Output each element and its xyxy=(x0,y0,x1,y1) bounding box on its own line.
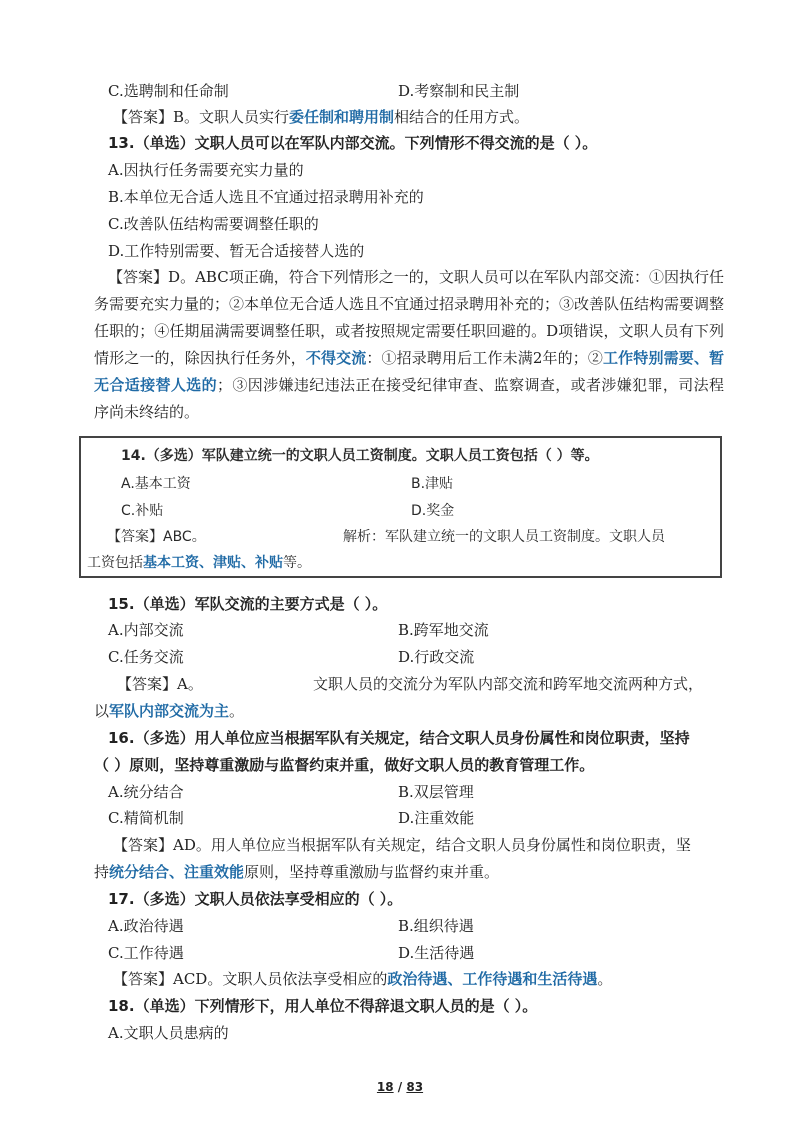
q14-option-c: C.补贴 xyxy=(121,503,164,519)
q13-option-a: A.因执行任务需要充实力量的 xyxy=(108,161,304,179)
q16-option-d: D.注重效能 xyxy=(398,809,475,827)
q17-answer: 【答案】ACD。文职人员依法享受相应的政治待遇、工作待遇和生活待遇。 xyxy=(113,970,613,988)
q16-option-c: C.精简机制 xyxy=(108,809,184,827)
q14-analysis-2: 工资包括基本工资、津贴、补贴等。 xyxy=(87,555,311,571)
q15-explain: 文职人员的交流分为军队内部交流和跨军地交流两种方式， xyxy=(313,675,704,693)
q16-option-b: B.双层管理 xyxy=(398,783,474,801)
q15-stem: 15.（单选）军队交流的主要方式是（ ）。 xyxy=(108,595,388,613)
q16-option-a: A.统分结合 xyxy=(108,783,184,801)
q15-option-b: B.跨军地交流 xyxy=(398,621,489,639)
q16-stem-1: 16.（多选）用人单位应当根据军队有关规定，结合文职人员身份属性和岗位职责，坚持 xyxy=(108,729,690,747)
page-current: 18 xyxy=(376,1080,394,1094)
q15-option-c: C.任务交流 xyxy=(108,648,184,666)
q13-option-d: D.工作特别需要、暂无合适接替人选的 xyxy=(108,242,365,260)
q14-analysis: 解析：军队建立统一的文职人员工资制度。文职人员 xyxy=(343,529,665,545)
q17-option-b: B.组织待遇 xyxy=(398,917,474,935)
page-total: 83 xyxy=(406,1080,424,1094)
q17-option-d: D.生活待遇 xyxy=(398,944,475,962)
q14-option-b: B.津贴 xyxy=(411,476,454,492)
q15-option-a: A.内部交流 xyxy=(108,621,184,639)
q15-answer: 【答案】A。 xyxy=(117,675,203,693)
q18-option-a: A.文职人员患病的 xyxy=(108,1024,229,1042)
q13-stem: 13.（单选）文职人员可以在军队内部交流。下列情形不得交流的是（ ）。 xyxy=(108,134,598,152)
page-number xyxy=(0,1080,800,1094)
q12-answer: 【答案】B。文职人员实行委任制和聘用制相结合的任用方式。 xyxy=(113,108,530,126)
q14-box xyxy=(79,436,722,578)
q12-option-d: D.考察制和民主制 xyxy=(398,82,520,100)
q17-stem: 17.（多选）文职人员依法享受相应的（ ）。 xyxy=(108,890,403,908)
q12-option-c: C.选聘制和任命制 xyxy=(108,82,229,100)
q14-option-d: D.奖金 xyxy=(411,503,455,519)
q14-answer: 【答案】ABC。 xyxy=(107,529,206,545)
q16-answer-2: 持统分结合、注重效能原则，坚持尊重激励与监督约束并重。 xyxy=(94,863,500,881)
q17-option-a: A.政治待遇 xyxy=(108,917,184,935)
q14-stem: 14.（多选）军队建立统一的文职人员工资制度。文职人员工资包括（ ）等。 xyxy=(121,448,599,464)
q15-explain-2: 以军队内部交流为主。 xyxy=(94,702,245,720)
q14-option-a: A.基本工资 xyxy=(121,476,191,492)
q16-answer-1: 【答案】AD。用人单位应当根据军队有关规定，结合文职人员身份属性和岗位职责，坚 xyxy=(113,836,691,854)
page-separator: / xyxy=(393,1080,407,1094)
q13-option-b: B.本单位无合适人选且不宜通过招录聘用补充的 xyxy=(108,188,424,206)
q15-option-d: D.行政交流 xyxy=(398,648,475,666)
q17-option-c: C.工作待遇 xyxy=(108,944,184,962)
q16-stem-2: （ ）原则，坚持尊重激励与监督约束并重，做好文职人员的教育管理工作。 xyxy=(94,756,595,774)
q18-stem: 18.（单选）下列情形下，用人单位不得辞退文职人员的是（ ）。 xyxy=(108,997,538,1015)
q13-answer: 【答案】D。ABC项正确，符合下列情形之一的，文职人员可以在军队内部交流：①因执行任务需要充实力量的；②本单位无合适人选且不宜通过招录聘用补充的；③改善队伍结构需要调整任职的；④任期届满需要调整任职，或者按照规定需要任职回避的。D项错误，文职人员有下列情形之一的，除因执行任务外，不得交流：①招录聘用后工作未满2年的；②工作特别需要、暂无合适接替人选的；③因涉嫌违纪违法正在接受纪律审查、监察调查，或者涉嫌犯罪，司法程序尚未终结的。 xyxy=(94,268,725,421)
q13-option-c: C.改善队伍结构需要调整任职的 xyxy=(108,215,319,233)
